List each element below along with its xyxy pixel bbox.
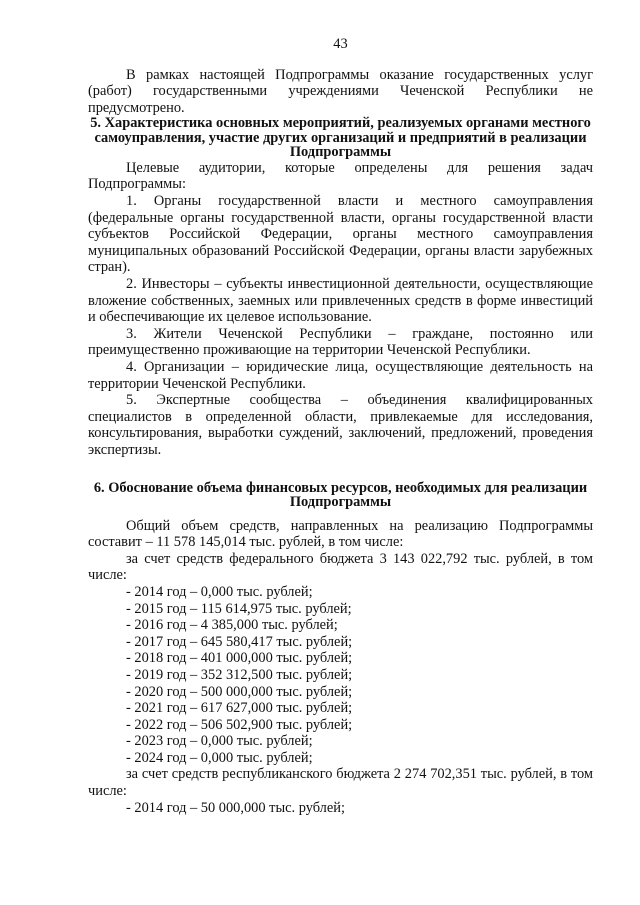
republic-budget-lead: за счет средств республиканского бюджета 2 274 702,351 тыс. рублей, в том числе: [88,766,593,800]
federal-year-2021: - 2021 год – 617 627,000 тыс. рублей; [126,700,353,717]
page-number: 43 [333,36,348,52]
federal-budget-lead: за счет средств федерального бюджета 3 143 022,792 тыс. рублей, в том числе: [88,550,593,584]
federal-year-2019: - 2019 год – 352 312,500 тыс. рублей; [126,666,353,683]
intro-paragraph: В рамках настоящей Подпрограммы оказание государственных услуг (работ) государственными учреждениями Чеченской Республики не предусмотрено. [88,66,593,116]
federal-year-2024: - 2024 год – 0,000 тыс. рублей; [126,749,313,766]
federal-year-2016: - 2016 год – 4 385,000 тыс. рублей; [126,617,338,634]
audience-item-1: 1. Органы государственной власти и местного самоуправления (федеральные органы государственной власти, органы государственной власти субъектов Российской Федерации, органы местного самоуправления муниципальных образований Российской Федерации, органы власти зарубежных стран). [88,193,593,276]
federal-year-2018: - 2018 год – 401 000,000 тыс. рублей; [126,650,353,667]
audience-item-3: 3. Жители Чеченской Республики – граждане, постоянно или преимущественно проживающие на территории Чеченской Республики. [88,325,593,359]
section-5-heading: 5. Характеристика основных мероприятий, реализуемых органами местного самоуправления, участие других организаций и предприятий в реализации Подпрограммы [90,115,591,161]
audience-item-4: 4. Организации – юридические лица, осуществляющие деятельность на территории Чеченской Республики. [88,359,593,392]
total-funding-paragraph: Общий объем средств, направленных на реализацию Подпрограммы составит – 11 578 145,014 тыс. рублей, в том числе: [88,517,593,551]
section-6-heading: 6. Обоснование объема финансовых ресурсов, необходимых для реализации Подпрограммы [93,479,588,511]
federal-year-2014: - 2014 год – 0,000 тыс. рублей; [126,583,313,600]
federal-year-2022: - 2022 год – 506 502,900 тыс. рублей; [126,716,353,733]
republic-year-2014: - 2014 год – 50 000,000 тыс. рублей; [126,799,345,816]
federal-year-2017: - 2017 год – 645 580,417 тыс. рублей; [126,633,353,650]
federal-year-2020: - 2020 год – 500 000,000 тыс. рублей; [126,683,353,700]
section-5-lead: Целевые аудитории, которые определены для решения задач Подпрограммы: [88,159,593,193]
federal-year-2023: - 2023 год – 0,000 тыс. рублей; [126,733,313,750]
audience-item-5: 5. Экспертные сообщества – объединения квалифицированных специалистов в определенной области, привлекаемые для исследования, консультирования, выработки суждений, заключений, предложений, проведения экспертизы. [88,392,593,458]
audience-item-2: 2. Инвесторы – субъекты инвестиционной деятельности, осуществляющие вложение собственных, заемных или привлеченных средств в форме инвестиций и обеспечивающие их целевое использование. [88,276,593,326]
federal-year-2015: - 2015 год – 115 614,975 тыс. рублей; [126,600,352,617]
